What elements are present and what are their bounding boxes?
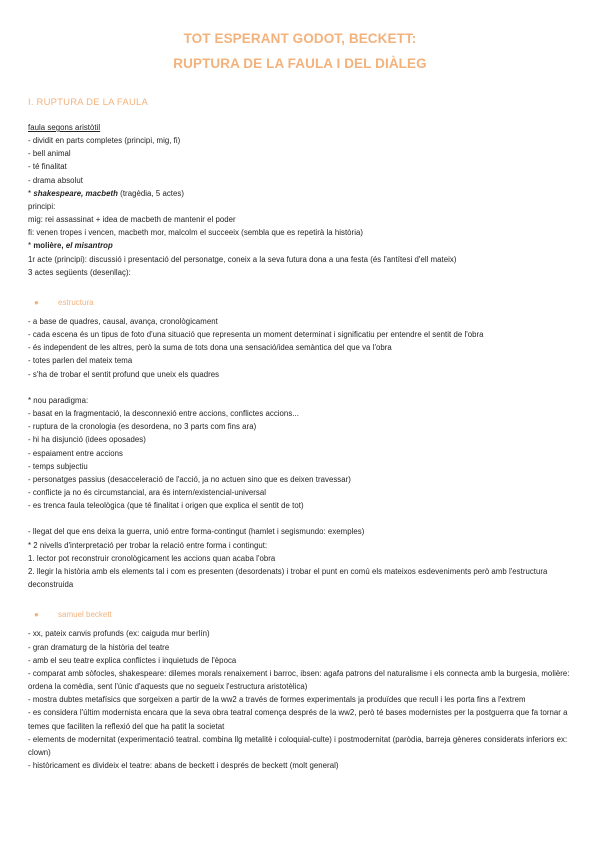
list-item: - cada escena és un tipus de foto d'una situació que representa un moment determinat i significatiu per entendre el sentit de l'obra [28, 330, 484, 340]
moliere-heading [28, 239, 572, 252]
macbeth-title: shakespeare, macbeth [33, 188, 118, 198]
list-item: - s'ha de trobar el sentit profund que uneix els quadres [28, 369, 220, 379]
list-item: - bell animal [28, 149, 71, 159]
macbeth-note: (tragèdia, 5 actes) [117, 188, 184, 198]
list-item: - es trenca faula teleològica (que té finalitat i origen que explica el sentit de tot) [28, 501, 304, 511]
list-item: - a base de quadres, causal, avança, cronològicament [28, 317, 218, 327]
list-item: - té finalitat [28, 162, 67, 172]
list-item: - espaiament entre accions [28, 448, 123, 458]
estructura-heading-text: estructura [58, 298, 94, 308]
estructura-block [28, 315, 572, 591]
list-item: - gran dramaturg de la història del teatre [28, 642, 170, 652]
bullet-icon: ● [34, 298, 39, 308]
beckett-heading-text: samuel beckett [58, 610, 112, 620]
moliere-title: el misantrop [65, 241, 113, 251]
list-item: 3 actes següents (desenllaç): [28, 267, 131, 277]
list-item: - llegat del que ens deixa la guerra, unió entre forma-contingut (hamlet i segismundo: exemples) [28, 527, 365, 537]
list-item: - comparat amb sòfocles, shakespeare: dilemes morals renaixement i barroc, ibsen: agafa patrons del naturalisme i els connecta amb la burgesia, molière: ordena la comèdia, sent l'únic d'aquests que no segueix l'estructura aristotèlica) [28, 668, 570, 692]
estructura-heading [28, 296, 572, 310]
list-item: - històricament es divideix el teatre: abans de beckett i després de beckett (molt general) [28, 760, 339, 770]
list-item: - hi ha disjunció (idees oposades) [28, 435, 146, 445]
list-item: - mostra dubtes metafísics que sorgeixen a partir de la ww2 a través de formes experimentals ja produïdes que recull i les porta fins a l'extrem [28, 695, 526, 705]
list-item: * 2 nivells d'interpretació per trobar la relació entre forma i contingut: [28, 540, 268, 550]
list-item: - dividit en parts completes (principi, mig, fi) [28, 136, 181, 146]
document-title-line-1: TOT ESPERANT GODOT, BECKETT: [183, 31, 417, 46]
list-item: - ruptura de la cronologia (es desordena, no 3 parts com fins ara) [28, 422, 257, 432]
paradigm-heading: * nou paradigma: [28, 395, 89, 405]
document-title-line-2: RUPTURA DE LA FAULA I DEL DIÀLEG [173, 56, 427, 71]
bullet-icon: ● [34, 610, 39, 620]
list-item: - es considera l'últim modernista encara que la seva obra teatral comença després de la ww2, però té bases modernistes per la postguerra que fa tornar a temes que faciliten la reflexió del que ha patit la societat [28, 708, 568, 731]
faula-block [28, 121, 572, 279]
list-item: - temps subjectiu [28, 461, 88, 471]
list-item: 1. lector pot reconstruir cronològicament les accions quan acaba l'obra [28, 553, 276, 563]
list-item: 2. llegir la història amb els elements tal i com es presenten (desordenats) i trobar el punt en comú els mateixos esdeveniments però amb l'estructura deconstruida [28, 566, 548, 590]
beckett-block [28, 627, 572, 772]
list-item: - elements de modernitat (experimentació teatral. combina llg metalitè i coloquial-culte) i postmodernitat (paròdia, barreja gèneres considerats inferiors ex: clown) [28, 734, 568, 757]
list-item: - totes parlen del mateix tema [28, 356, 133, 366]
list-item: - personatges passius (desacceleració de l'acció, ja no actuen sino que es deixen travessar) [28, 474, 351, 484]
faula-heading: faula segons aristòtil [28, 123, 101, 132]
moliere-prefix: * [28, 241, 34, 251]
list-item: - basat en la fragmentació, la desconnexió entre accions, conflictes accions... [28, 409, 299, 419]
section-heading-ruptura: I. RUPTURA DE LA FAULA [28, 97, 149, 108]
beckett-heading [28, 608, 572, 622]
list-item: - amb el seu teatre explica conflictes i inquietuds de l'època [28, 655, 237, 665]
list-item: 1r acte (principi): discussió i presentació del personatge, coneix a la seva futura dona a una festa (és l'antítesi d'ell mateix) [28, 254, 457, 264]
list-item: - xx, pateix canvis profunds (ex: caiguda mur berlín) [28, 629, 210, 639]
moliere-author: molière, [33, 241, 66, 251]
list-item: fi: venen tropes i vencen, macbeth mor, malcolm el succeeix (sembla que es repetirà la història) [28, 228, 364, 238]
macbeth-prefix: * [28, 188, 34, 198]
list-item: - conflicte ja no és circumstancial, ara és intern/existencial-universal [28, 488, 267, 498]
list-item: - drama absolut [28, 175, 83, 185]
list-item: mig: rei assassinat + idea de macbeth de mantenir el poder [28, 215, 236, 225]
list-item: - és independent de les altres, però la suma de tots dona una sensació/idea semàntica del que va l'obra [28, 343, 392, 353]
list-item: principi: [28, 201, 56, 211]
macbeth-heading [28, 187, 572, 200]
